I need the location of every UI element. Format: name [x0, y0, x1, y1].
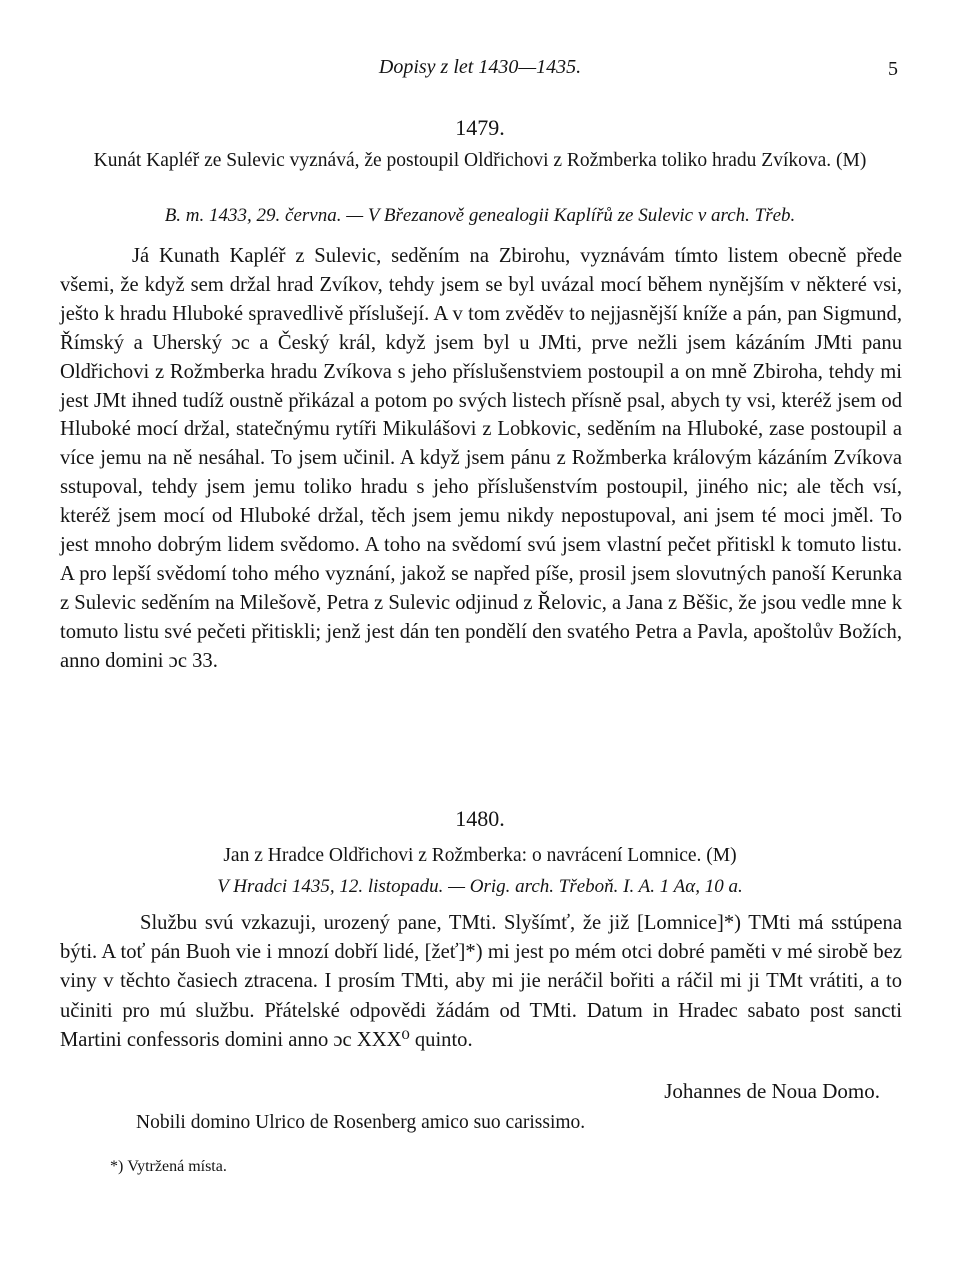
letter-body-text: Službu svú vzkazuji, urozený pane, TMti. Slyšímť, že již [Lomnice]*) TMti má sstúpena býti. A toť pán Buoh vie i mnozí dobří lidé, [žeť]*) mi jest po mém otci dobré paměti v mé sirobě bez viny v těchto časiech ztracena. I prosím TMti, aby mi jie neráčil bořiti a ráčil mi ji TMt vrátiti, a to učiniti pro mú službu. Přátelské odpovědi žádám od TMti. Datum in Hradec sabato post sancti Martini confessoris domini anno ɔc XXX⁰ quinto.	[60, 912, 902, 1051]
letter-source: V Hradci 1435, 12. listopadu. — Orig. arch. Třeboň. I. A. 1 Aα, 10 a.	[217, 876, 743, 897]
letter-body	[60, 242, 902, 676]
letter-heading: Jan z Hradce Oldřichovi z Rožmberka: o navrácení Lomnice. (M)	[223, 845, 737, 866]
footnote	[110, 1158, 227, 1176]
footnote-mark: *)	[110, 1158, 124, 1175]
letter-body	[60, 909, 902, 1055]
letter-number: 1479.	[455, 115, 505, 140]
running-title: Dopisy z let 1430—1435.	[378, 56, 582, 78]
footnote-text: Vytržená místa.	[127, 1158, 227, 1175]
letter-address: Nobili domino Ulrico de Rosenberg amico suo carissimo.	[136, 1112, 586, 1133]
letter-body-text: Já Kunath Kapléř z Sulevic, seděním na Zbirohu, vyznávám tímto listem obecně přede všemi, že když sem držal hrad Zvíkov, tehdy jsem se byl uvázal mocí během nynějším v některé vsi, ješto k hradu Hluboké spravedlivě příslušejí. A v tom zvěděv to nejjasnější kníže a pán, pan Sigmund, Římský a Uherský ɔc a Český král, když jsem byl u JMti, prve nežli jsem kázáním JMti panu Oldřichovi z Rožmberka hradu Zvíkova s jeho příslušenstviem postoupil a on mně Zbiroha, tehdy mi jest JMt ihned tudíž oustně přikázal a potom po svých listech přísně psal, abych ty vsi, kteréž jsem od Hluboké mocí držal, statečnýmu rytíři Mikulášovi z Lobkovic, seděním na Hluboké, zase postoupil a více jemu na ně nesáhal. To jsem učinil. A když jsem pánu z Rožmberka královým kázáním Zvíkova sstupoval, tehdy jsem jemu toliko hradu s jeho příslušenstvím postoupil, jiného nic; ale těch vsí, kteréž jsem mocí od Hluboké držal, těch jsem jemu nikdy nepostupoval, ani jsem té moci jměl. To jest mnoho dobrým lidem svědomo. A toho na svědomí svú jsem vlastní pečet přitiskl k tomuto listu. A pro lepší svědomí toho mého vyznání, jakož se napřed píše, prosil jsem slovutných panoší Kerunka z Sulevic seděním na Milešově, Petra z Sulevic odjinud z Řelovic, a Jana z Běšic, že jsou vedle mne k tomuto listu své pečeti přitiskli; jenž jest dán ten pondělí den svatého Petra a Pavla, apoštolův Božích, anno domini ɔc 33.	[60, 245, 902, 672]
letter-heading: Kunát Kapléř ze Sulevic vyznává, že postoupil Oldřichovi z Rožmberka toliko hradu Zvíkova. (M)	[93, 150, 867, 171]
letter-source: B. m. 1433, 29. června. — V Březanově genealogii Kaplířů ze Sulevic v arch. Třeb.	[164, 205, 796, 226]
page-number: 5	[888, 58, 898, 80]
letter-signature: Johannes de Noua Domo.	[664, 1079, 880, 1103]
letter-number: 1480.	[455, 806, 505, 831]
